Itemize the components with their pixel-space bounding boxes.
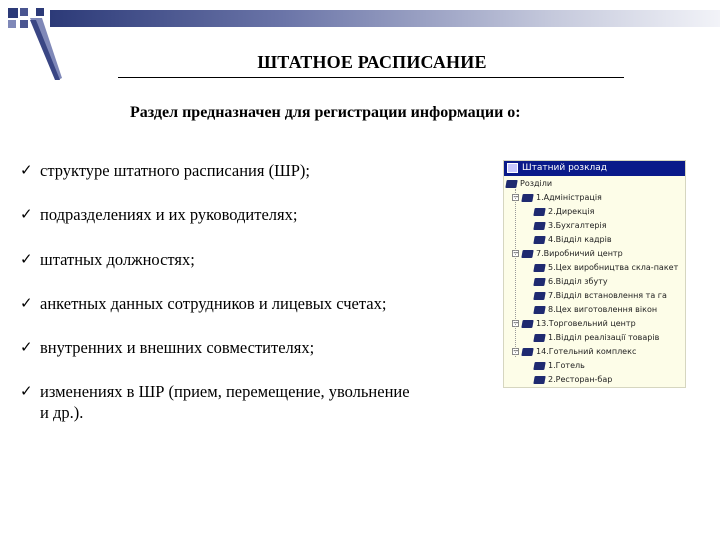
tree-node[interactable] — [534, 220, 607, 231]
tree-window-titlebar — [504, 161, 685, 176]
bullet-item — [20, 204, 490, 225]
tree-node[interactable] — [534, 206, 594, 217]
tree-node-label: 2.Дирекція — [548, 207, 595, 216]
tree-node-label: 13.Торговельний центр — [536, 319, 636, 328]
header-gradient-bar — [50, 10, 720, 27]
book-icon — [533, 376, 545, 384]
tree-node[interactable] — [512, 248, 623, 259]
square-icon — [36, 8, 44, 16]
book-icon — [533, 306, 545, 314]
bullet-text: структуре штатного расписания (ШР); — [40, 161, 310, 180]
bullet-text: анкетных данных сотрудников и лицевых счетах; — [40, 294, 387, 313]
book-icon — [521, 320, 533, 328]
tree-node[interactable] — [512, 318, 636, 329]
check-icon: ✓ — [20, 161, 33, 179]
collapse-icon[interactable]: − — [513, 347, 519, 355]
tree-node-label: 1.Адміністрація — [536, 193, 602, 202]
tree-node[interactable] — [534, 262, 678, 273]
title-underline — [118, 77, 624, 78]
tree-window-title: Штатний розклад — [522, 163, 607, 173]
bullet-item — [20, 160, 490, 181]
check-icon: ✓ — [20, 294, 33, 312]
book-icon — [521, 194, 533, 202]
tree-node-label: 2.Ресторан-бар — [548, 375, 613, 384]
bullet-text: подразделениях и их руководителях; — [40, 205, 298, 224]
tree-connector — [515, 189, 516, 357]
book-icon — [521, 348, 533, 356]
bullet-item — [20, 293, 490, 314]
book-icon — [533, 222, 545, 230]
square-icon — [20, 20, 28, 28]
square-icon — [8, 20, 16, 28]
tree-node-label: 14.Готельний комплекс — [536, 347, 637, 356]
bullet-item — [20, 249, 490, 270]
square-icon — [20, 8, 28, 16]
book-icon — [533, 208, 545, 216]
tree-node[interactable] — [512, 346, 636, 357]
check-icon: ✓ — [20, 382, 33, 400]
slide-subtitle: Раздел предназначен для регистрации информации о: — [130, 104, 521, 121]
tree-node-label: 3.Бухгалтерія — [548, 221, 607, 230]
tree-window — [503, 160, 686, 388]
bullet-text: штатных должностях; — [40, 250, 195, 269]
tree-node[interactable] — [534, 332, 659, 343]
book-icon — [533, 292, 545, 300]
tree-node[interactable] — [534, 234, 612, 245]
bullet-list — [20, 160, 490, 423]
tree-node-label: 7.Виробничий центр — [536, 249, 623, 258]
tree-node-label: 4.Відділ кадрів — [548, 235, 612, 244]
book-icon — [533, 264, 545, 272]
square-icon — [8, 8, 18, 18]
tree-node[interactable] — [534, 276, 608, 287]
tree-node[interactable] — [506, 178, 552, 189]
book-icon — [533, 362, 545, 370]
tree-node[interactable] — [534, 304, 657, 315]
tree-node[interactable] — [534, 374, 612, 385]
book-icon — [505, 180, 517, 188]
collapse-icon[interactable]: − — [513, 193, 519, 201]
tree-node-label: 6.Відділ збуту — [548, 277, 608, 286]
tree-node[interactable] — [534, 290, 667, 301]
tree-node[interactable] — [512, 192, 602, 203]
slide-title: ШТАТНОЕ РАСПИСАНИЕ — [257, 52, 487, 72]
book-icon — [533, 278, 545, 286]
book-icon — [533, 236, 545, 244]
tree-node[interactable] — [534, 360, 585, 371]
bullet-item — [20, 337, 490, 358]
check-icon: ✓ — [20, 338, 33, 356]
bullet-text: внутренних и внешних совместителях; — [40, 338, 315, 357]
tree-node-label: 8.Цех виготовлення вікон — [548, 305, 658, 314]
check-icon: ✓ — [20, 250, 33, 268]
tree-node-label: 5.Цех виробництва скла-пакет — [548, 263, 679, 272]
collapse-icon[interactable]: − — [513, 319, 519, 327]
window-icon — [507, 163, 518, 173]
check-icon: ✓ — [20, 205, 33, 223]
tree-node-label: 1.Відділ реалізації товарів — [548, 333, 660, 342]
collapse-icon[interactable]: − — [513, 249, 519, 257]
bullet-text: изменениях в ШР (прием, перемещение, увольнение и др.). — [40, 382, 410, 422]
book-icon — [521, 250, 533, 258]
tree-node-label: Розділи — [520, 179, 553, 188]
bullet-item — [20, 381, 420, 423]
tree-node-label: 1.Готель — [548, 361, 585, 370]
book-icon — [533, 334, 545, 342]
tree-node-label: 7.Відділ встановлення та га — [548, 291, 667, 300]
